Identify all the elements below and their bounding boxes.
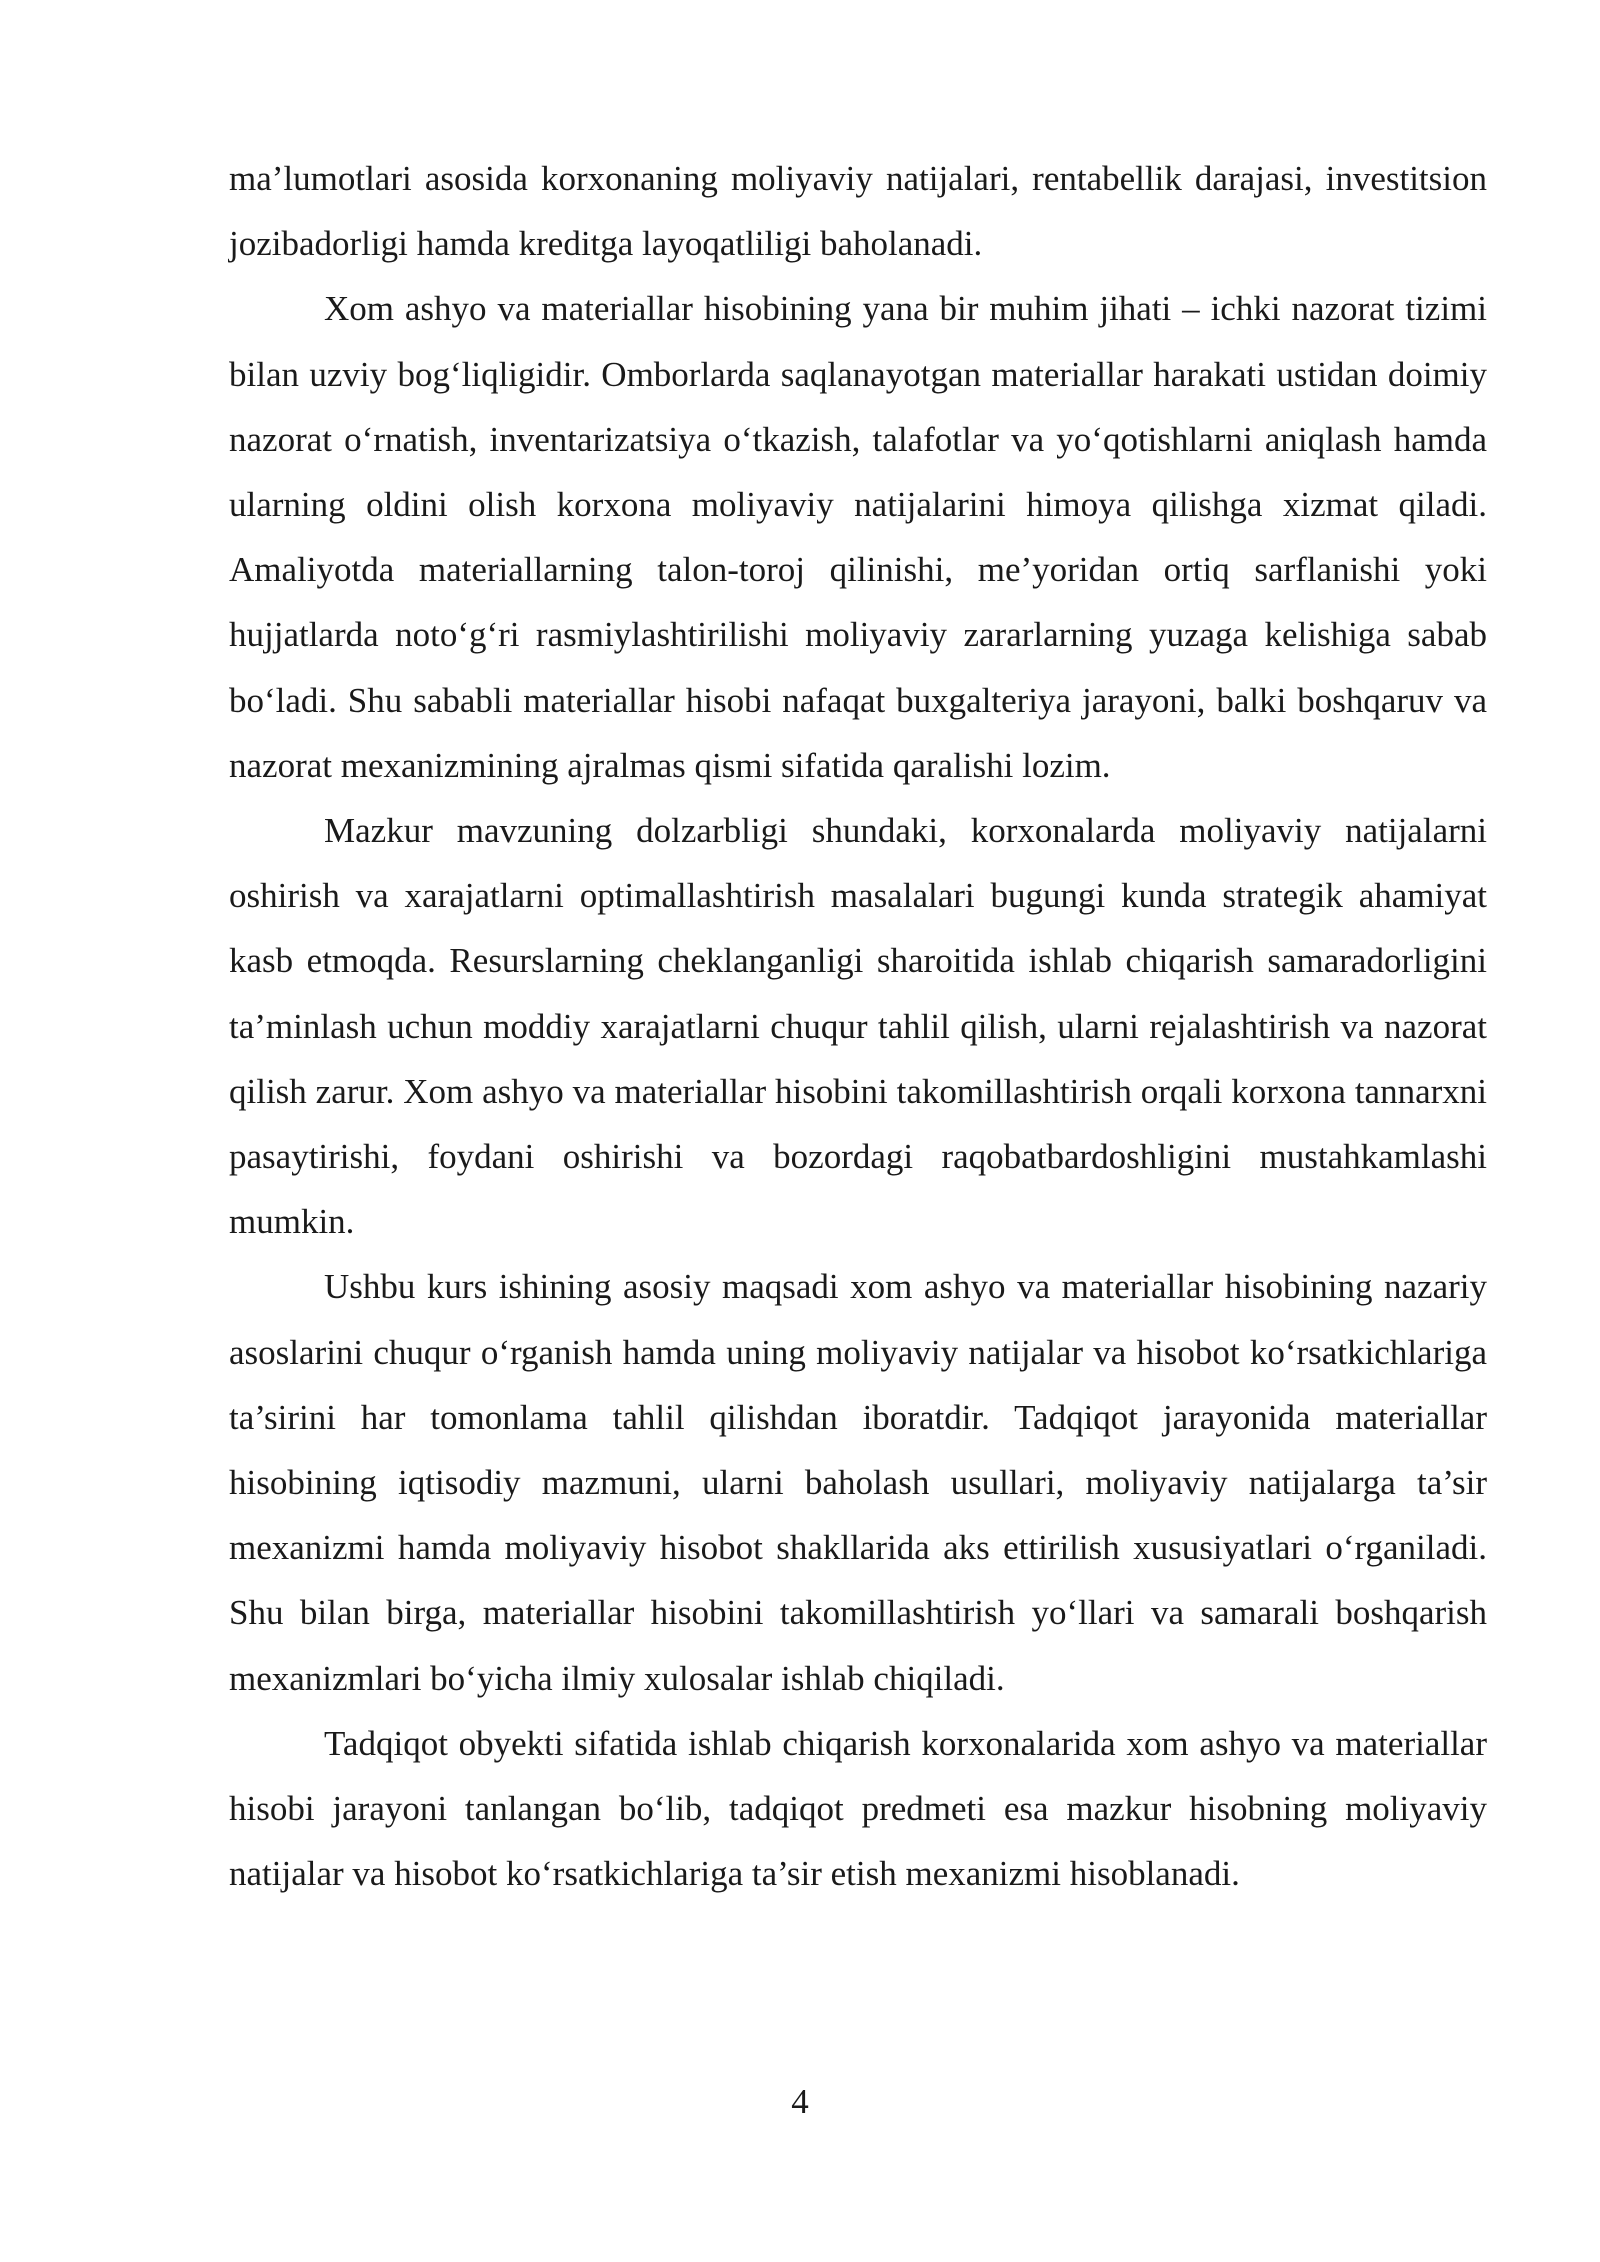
paragraph-internal-control: Xom ashyo va materiallar hisobining yana bir muhim jihati – ichki nazorat tizimi bilan uzviy bog‘liqligidir. Omborlarda saqlanayotgan materiallar harakati ustidan doimiy nazorat o‘rnatish, inventarizatsiya o‘tkazish, talafotlar va yo‘qotishlarni aniqlash hamda ularning oldini olish korxona moliyaviy natijalarini himoya qilishga xizmat qiladi. Amaliyotda materiallarning talon-toroj qilinishi, me’yoridan ortiq sarflanishi yoki hujjatlarda noto‘g‘ri rasmiylashtirilishi moliyaviy zararlarning yuzaga kelishiga sabab bo‘ladi. Shu sababli materiallar hisobi nafaqat buxgalteriya jarayoni, balki boshqaruv va nazorat mexanizmining ajralmas qismi sifatida qaralishi lozim. [229,289,1487,785]
paragraph-object-subject: Tadqiqot obyekti sifatida ishlab chiqarish korxonalarida xom ashyo va materiallar hisobi jarayoni tanlangan bo‘lib, tadqiqot predmeti esa mazkur hisobning moliyaviy natijalar va hisobot ko‘rsatkichlariga ta’sir etish mexanizmi hisoblanadi. [229,1723,1487,1894]
paragraph-relevance: Mazkur mavzuning dolzarbligi shundaki, korxonalarda moliyaviy natijalarni oshirish va xarajatlarni optimallashtirish masalalari bugungi kunda strategik ahamiyat kasb etmoqda. Resurslarning cheklanganligi sharoitida ishlab chiqarish samaradorligini ta’minlash uchun moddiy xarajatlarni chuqur tahlil qilish, ularni rejalashtirish va nazorat qilish zarur. Xom ashyo va materiallar hisobini takomillashtirish orqali korxona tannarxni pasaytirishi, foydani oshirishi va bozordagi raqobatbardoshligini mustahkamlashi mumkin. [229,811,1487,1242]
paragraph-continued: ma’lumotlari asosida korxonaning moliyaviy natijalari, rentabellik darajasi, investitsion jozibadorligi hamda kreditga layoqatliligi baholanadi. [229,159,1487,264]
body-text [229,146,1487,1906]
page-number: 4 [791,2082,809,2121]
paragraph-goal: Ushbu kurs ishining asosiy maqsadi xom ashyo va materiallar hisobining nazariy asoslarini chuqur o‘rganish hamda uning moliyaviy natijalar va hisobot ko‘rsatkichlariga ta’sirini har tomonlama tahlil qilishdan iboratdir. Tadqiqot jarayonida materiallar hisobining iqtisodiy mazmuni, ularni baholash usullari, moliyaviy natijalarga ta’sir mexanizmi hamda moliyaviy hisobot shakllarida aks ettirilish xususiyatlari o‘rganiladi. Shu bilan birga, materiallar hisobini takomillashtirish yo‘llari va samarali boshqarish mexanizmlari bo‘yicha ilmiy xulosalar ishlab chiqiladi. [229,1267,1487,1698]
